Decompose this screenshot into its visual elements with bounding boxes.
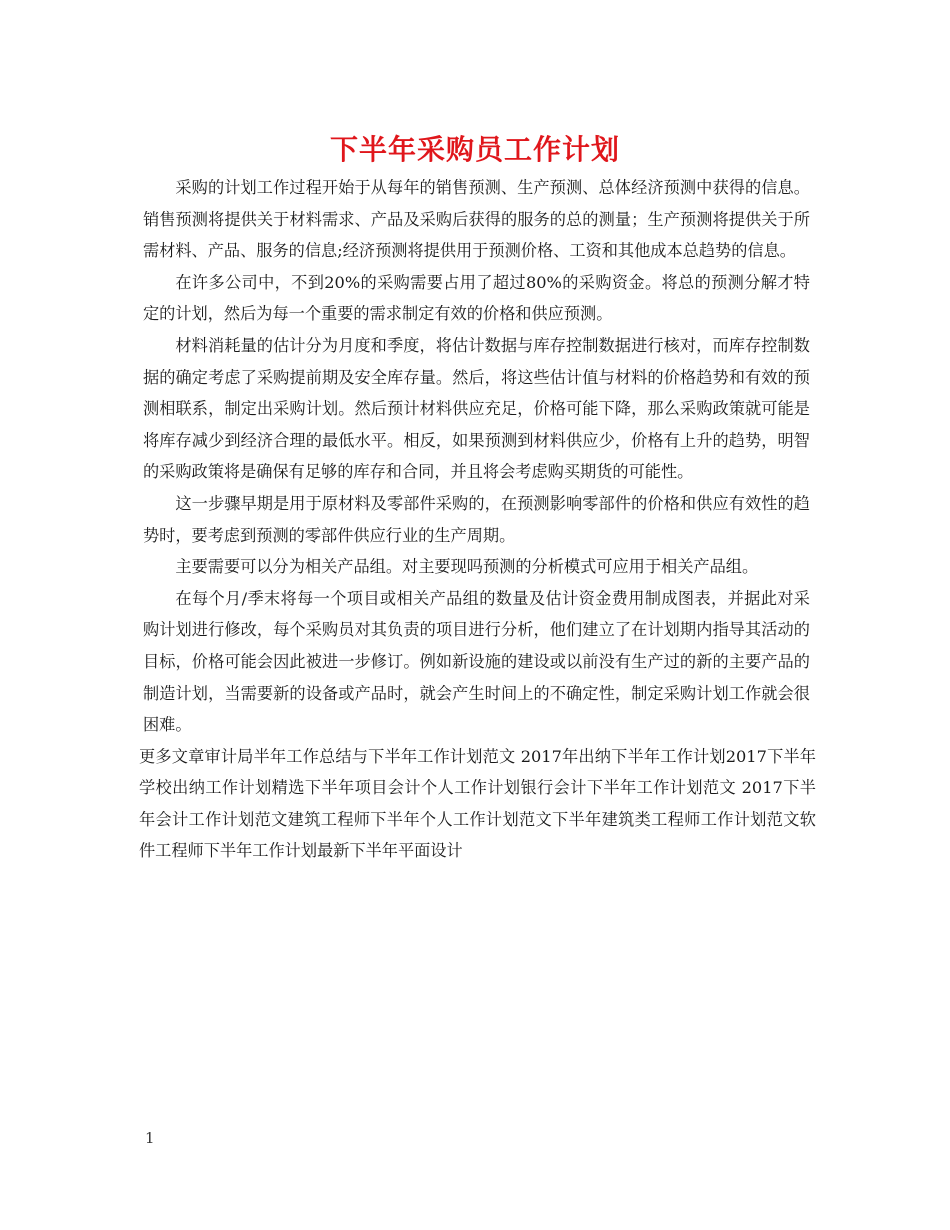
- paragraph-4: 这一步骤早期是用于原材料及零部件采购的，在预测影响零部件的价格和供应有效性的趋势时，要考虑到预测的零部件供应行业的生产周期。: [143, 493, 810, 545]
- more-articles: 更多文章审计局半年工作总结与下半年工作计划范文 2017年出纳下半年工作计划2017下半年学校出纳工作计划精选下半年项目会计个人工作计划银行会计下半年工作计划范文 2017下半年会计工作计划范文建筑工程师下半年个人工作计划范文下半年建筑类工程师工作计划范文软件工程师下半年工作计划最新下半年平面设计: [139, 746, 816, 861]
- paragraph-3: 材料消耗量的估计分为月度和季度，将估计数据与库存控制数据进行核对，而库存控制数据的确定考虑了采购提前期及安全库存量。然后，将这些估计值与材料的价格趋势和有效的预测相联系，制定出采购计划。然后预计材料供应充足，价格可能下降，那么采购政策就可能是将库存减少到经济合理的最低水平。相反，如果预测到材料供应少，价格有上升的趋势，明智的采购政策将是确保有足够的库存和合同，并且将会考虑购买期货的可能性。: [143, 335, 810, 482]
- document-body: [139, 172, 816, 867]
- paragraph-6: 在每个月/季末将每一个项目或相关产品组的数量及估计资金费用制成图表，并据此对采购计划进行修改，每个采购员对其负责的项目进行分析，他们建立了在计划期内指导其活动的目标，价格可能会因此被进一步修订。例如新设施的建设或以前没有生产过的新的主要产品的制造计划，当需要新的设备或产品时，就会产生时间上的不确定性，制定采购计划工作就会很困难。: [143, 588, 810, 735]
- paragraph-5: 主要需要可以分为相关产品组。对主要现吗预测的分析模式可应用于相关产品组。: [175, 557, 759, 577]
- page-number: 1: [145, 1129, 155, 1147]
- page-title: 下半年采购员工作计划: [329, 133, 620, 166]
- paragraph-2: 在许多公司中，不到20%的采购需要占用了超过80%的采购资金。将总的预测分解才特定的计划，然后为每一个重要的需求制定有效的价格和供应预测。: [143, 272, 810, 324]
- paragraph-1: 采购的计划工作过程开始于从每年的销售预测、生产预测、总体经济预测中获得的信息。销售预测将提供关于材料需求、产品及采购后获得的服务的总的测量；生产预测将提供关于所需材料、产品、服务的信息;经济预测将提供用于预测价格、工资和其他成本总趋势的信息。: [143, 178, 810, 261]
